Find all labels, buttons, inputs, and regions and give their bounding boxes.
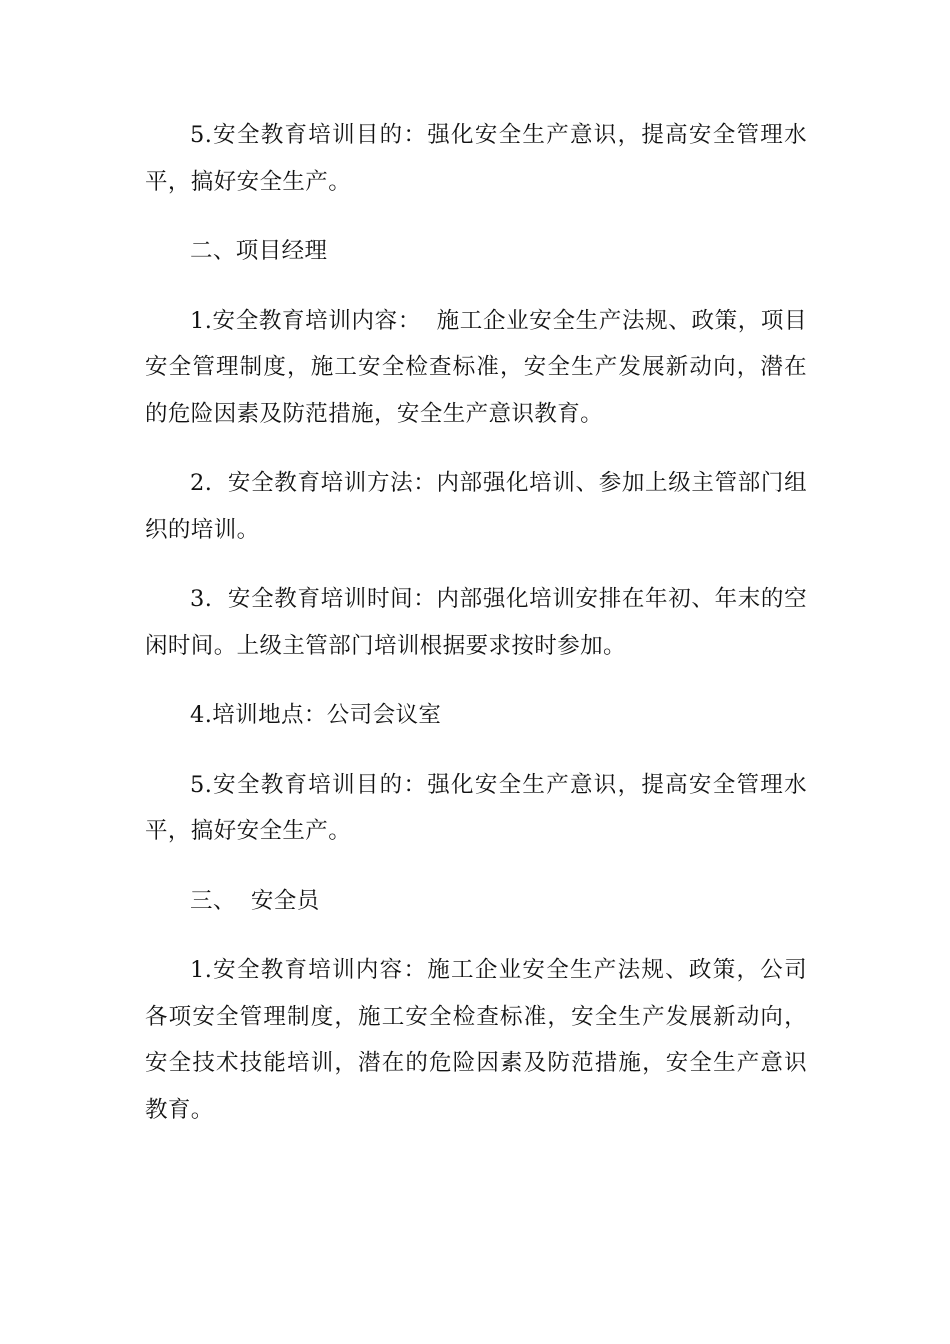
item-2-method: 2. 安全教育培训方法：内部强化培训、参加上级主管部门组织的培训。 bbox=[145, 470, 807, 543]
item-3-time: 3. 安全教育培训时间：内部强化培训安排在年初、年末的空闲时间。上级主管部门培训根据要求按时参加。 bbox=[145, 586, 807, 659]
item-5-purpose-2: 5.安全教育培训目的：强化安全生产意识，提高安全管理水平，搞好安全生产。 bbox=[145, 771, 807, 844]
section-3-heading: 三、 安全员 bbox=[190, 887, 320, 914]
item-1-content-2: 1.安全教育培训内容：施工企业安全生产法规、政策，公司各项安全管理制度，施工安全检查标准，安全生产发展新动向，安全技术技能培训，潜在的危险因素及防范措施，安全生产意识教育。 bbox=[145, 957, 807, 1123]
item-5-purpose: 5.安全教育培训目的：强化安全生产意识，提高安全管理水平，搞好安全生产。 bbox=[145, 122, 807, 195]
section-2-heading: 二、项目经理 bbox=[190, 238, 328, 264]
item-4-location: 4.培训地点：公司会议室 bbox=[190, 702, 442, 728]
item-1-content: 1.安全教育培训内容： 施工企业安全生产法规、政策，项目安全管理制度，施工安全检查标准，安全生产发展新动向，潜在的危险因素及防范措施，安全生产意识教育。 bbox=[145, 307, 807, 427]
document-body bbox=[145, 112, 807, 1156]
